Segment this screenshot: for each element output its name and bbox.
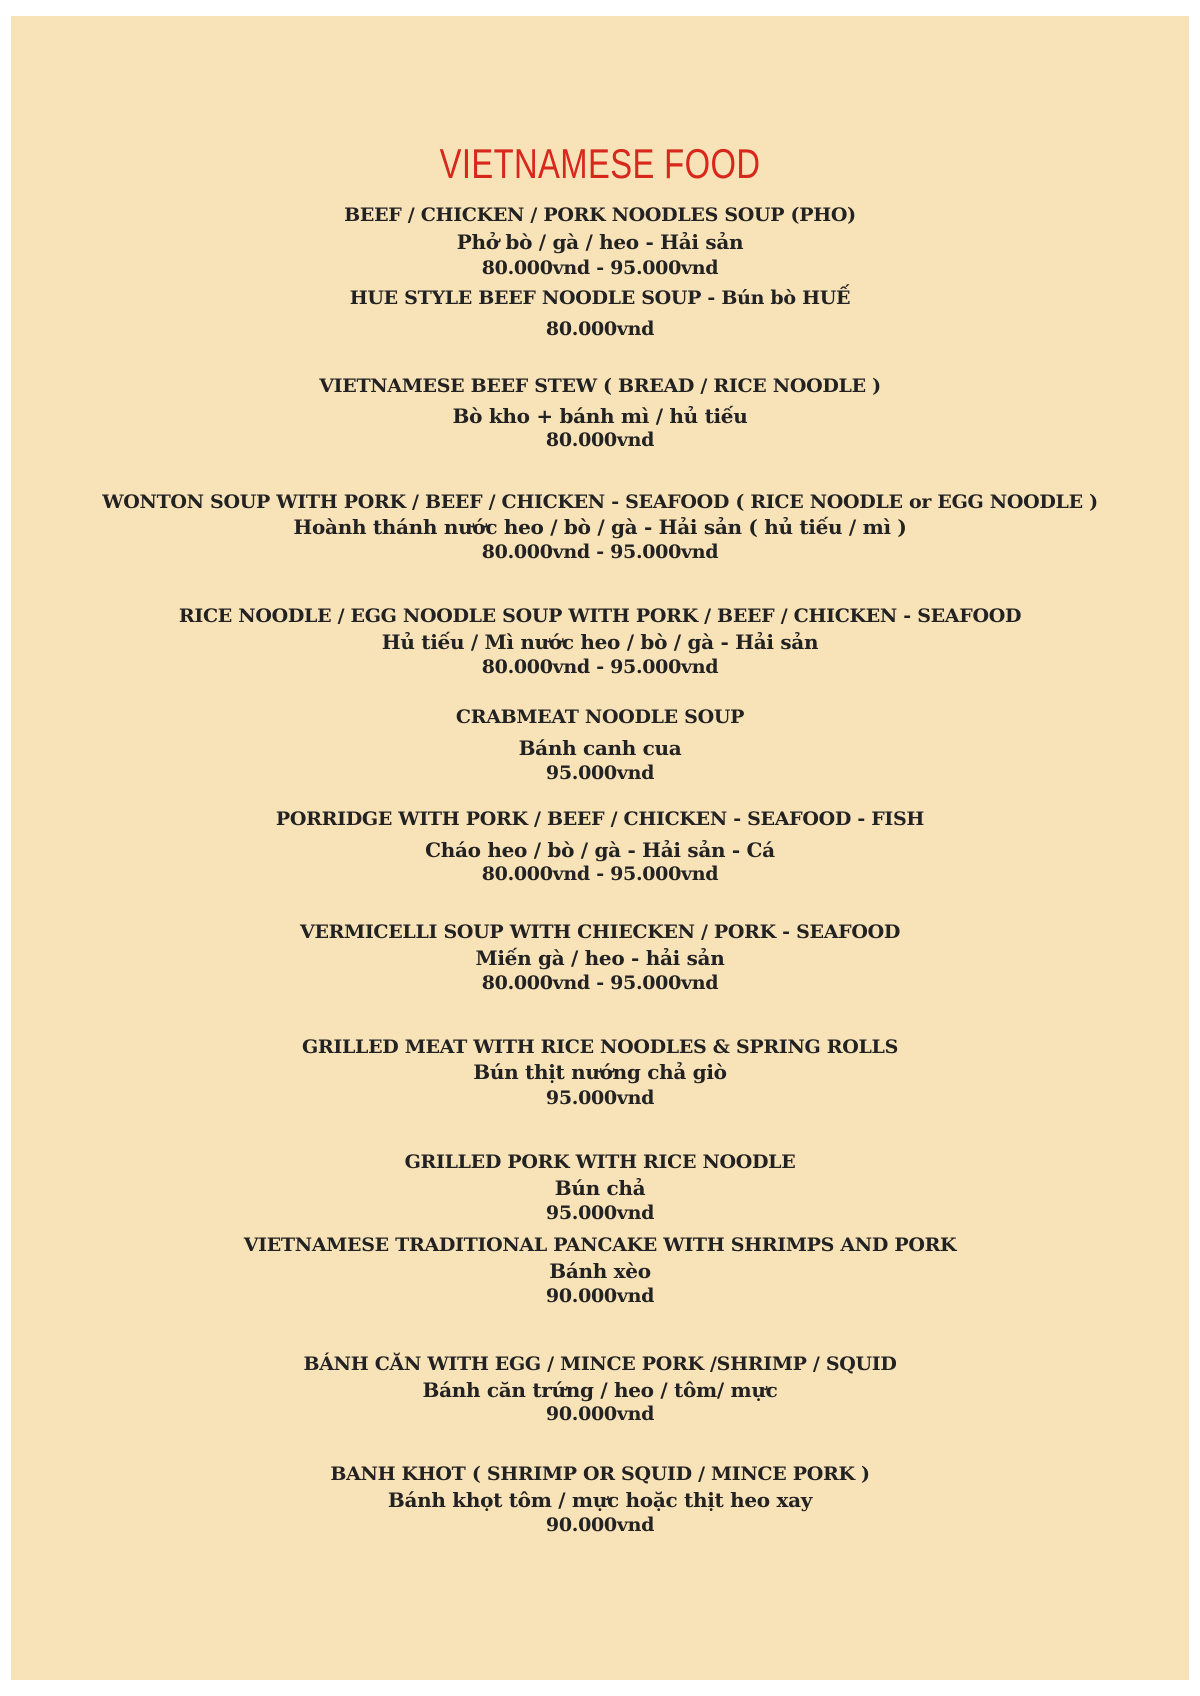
item-11-name: BÁNH CĂN WITH EGG / MINCE PORK /SHRIMP / SQUID (303, 1353, 897, 1375)
item-4-price: 80.000vnd - 95.000vnd (481, 656, 719, 678)
item-5-price: 95.000vnd (545, 762, 655, 784)
item-6-price: 80.000vnd - 95.000vnd (481, 863, 719, 885)
item-4-local-name: Hủ tiếu / Mì nước heo / bò / gà - Hải sản (381, 630, 819, 654)
item-3-name: WONTON SOUP WITH PORK / BEEF / CHICKEN - SEAFOOD ( RICE NOODLE or EGG NOODLE ) (102, 491, 1098, 513)
item-12-name: BANH KHOT ( SHRIMP OR SQUID / MINCE PORK ) (330, 1463, 870, 1485)
item-10-local-name: Bánh xèo (549, 1259, 651, 1283)
item-8-name: GRILLED MEAT WITH RICE NOODLES & SPRING ROLLS (301, 1036, 899, 1058)
item-10-price: 90.000vnd (545, 1285, 655, 1307)
item-1-name: HUE STYLE BEEF NOODLE SOUP - Bún bò HUẾ (349, 287, 851, 309)
item-2-price: 80.000vnd (545, 429, 655, 451)
item-6-local-name: Cháo heo / bò / gà - Hải sản - Cá (425, 838, 775, 862)
menu-title: VIETNAMESE FOOD (439, 140, 761, 187)
item-3-price: 80.000vnd - 95.000vnd (481, 541, 719, 563)
item-8-local-name: Bún thịt nướng chả giò (473, 1060, 727, 1084)
item-4-name: RICE NOODLE / EGG NOODLE SOUP WITH PORK / BEEF / CHICKEN - SEAFOOD (178, 605, 1022, 627)
item-0-local-name: Phở bò / gà / heo - Hải sản (456, 230, 744, 254)
item-7-local-name: Miến gà / heo - hải sản (475, 946, 725, 970)
item-0-name: BEEF / CHICKEN / PORK NOODLES SOUP (PHO) (344, 204, 856, 226)
item-9-price: 95.000vnd (545, 1202, 655, 1224)
item-7-price: 80.000vnd - 95.000vnd (481, 972, 719, 994)
item-12-price: 90.000vnd (545, 1514, 655, 1536)
item-8-price: 95.000vnd (545, 1087, 655, 1109)
item-10-name: VIETNAMESE TRADITIONAL PANCAKE WITH SHRIMPS AND PORK (243, 1234, 957, 1256)
item-11-local-name: Bánh căn trứng / heo / tôm/ mực (422, 1378, 778, 1402)
item-3-local-name: Hoành thánh nước heo / bò / gà - Hải sản ( hủ tiếu / mì ) (293, 515, 907, 539)
item-9-local-name: Bún chả (554, 1176, 646, 1200)
item-5-name: CRABMEAT NOODLE SOUP (455, 706, 745, 728)
item-12-local-name: Bánh khọt tôm / mực hoặc thịt heo xay (387, 1488, 813, 1512)
item-5-local-name: Bánh canh cua (518, 736, 682, 760)
item-2-name: VIETNAMESE BEEF STEW ( BREAD / RICE NOODLE ) (319, 375, 881, 397)
item-0-price: 80.000vnd - 95.000vnd (481, 257, 719, 279)
item-9-name: GRILLED PORK WITH RICE NOODLE (404, 1151, 796, 1173)
item-7-name: VERMICELLI SOUP WITH CHIECKEN / PORK - SEAFOOD (300, 921, 900, 943)
item-6-name: PORRIDGE WITH PORK / BEEF / CHICKEN - SEAFOOD - FISH (275, 808, 925, 830)
item-11-price: 90.000vnd (545, 1403, 655, 1425)
menu-page (11, 16, 1189, 1680)
item-1-price: 80.000vnd (545, 318, 655, 340)
item-2-local-name: Bò kho + bánh mì / hủ tiếu (452, 404, 748, 428)
